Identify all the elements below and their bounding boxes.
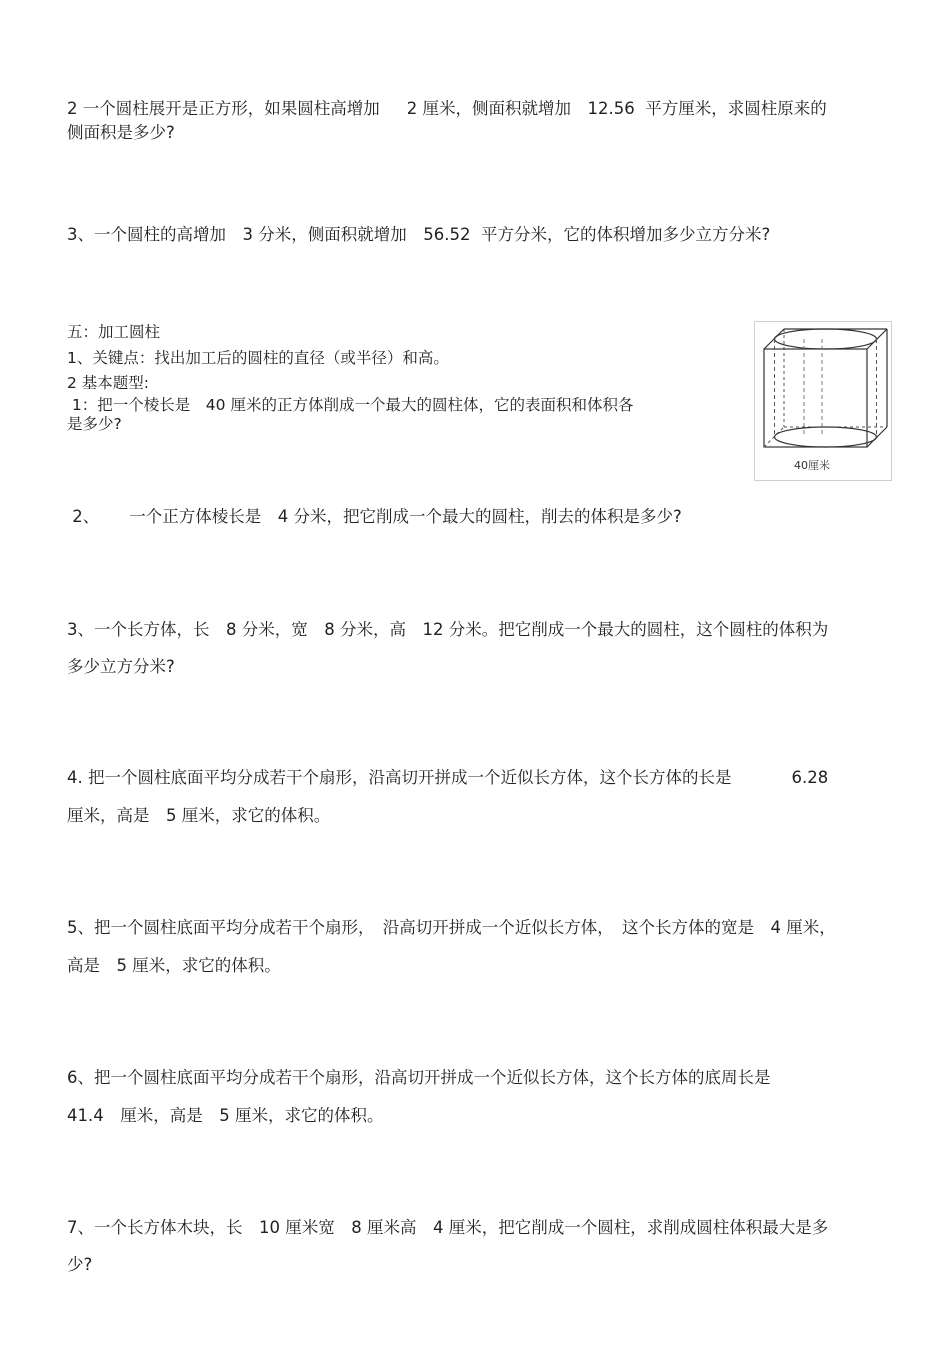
question-4-line-1: 4. 把一个圆柱底面平均分成若干个扇形，沿高切开拼成一个近似长方体，这个长方体的长是 6.28 <box>67 768 829 787</box>
section-5-title: 五：加工圆柱 <box>67 323 161 341</box>
question-7-line-1: 7、一个长方体木块，长 10 厘米宽 8 厘米高 4 厘米，把它削成一个圆柱，求削成圆柱体积最大是多 <box>67 1218 829 1237</box>
cube-cylinder-figure <box>754 321 892 481</box>
question-2: 2、 一个正方体棱长是 4 分米，把它削成一个最大的圆柱，削去的体积是多少? <box>67 507 682 526</box>
question-5-line-2: 高是 5 厘米，求它的体积。 <box>67 956 281 975</box>
question-1-line-1: 1：把一个棱长是 40 厘米的正方体削成一个最大的圆柱体，它的表面积和体积各 <box>67 396 634 414</box>
question-5-line-1: 5、把一个圆柱底面平均分成若干个扇形， 沿高切开拼成一个近似长方体， 这个长方体的宽是 4 厘米， <box>67 918 836 937</box>
problem-2-line-1: 2 一个圆柱展开是正方形，如果圆柱高增加 2 厘米，侧面积就增加 12.56 平方厘米，求圆柱原来的 <box>67 99 827 118</box>
question-6-line-1: 6、把一个圆柱底面平均分成若干个扇形，沿高切开拼成一个近似长方体，这个长方体的底周长是 <box>67 1068 771 1087</box>
question-3-line-2: 多少立方分米? <box>67 657 175 676</box>
key-point: 1、关键点：找出加工后的圆柱的直径（或半径）和高。 <box>67 349 449 367</box>
figure-label: 40厘米 <box>794 459 830 472</box>
problem-3-line-1: 3、一个圆柱的高增加 3 分米，侧面积就增加 56.52 平方分米，它的体积增加多少立方分米? <box>67 225 771 244</box>
question-4-line-2: 厘米，高是 5 厘米，求它的体积。 <box>67 806 331 825</box>
question-1-line-2: 是多少? <box>67 415 122 433</box>
question-3-line-1: 3、一个长方体，长 8 分米，宽 8 分米，高 12 分米。把它削成一个最大的圆柱，这个圆柱的体积为 <box>67 620 829 639</box>
basic-type-heading: 2 基本题型: <box>67 374 150 392</box>
question-6-line-2: 41.4 厘米，高是 5 厘米，求它的体积。 <box>67 1106 384 1125</box>
problem-2-line-2: 侧面积是多少? <box>67 123 175 142</box>
question-7-line-2: 少? <box>67 1255 93 1274</box>
